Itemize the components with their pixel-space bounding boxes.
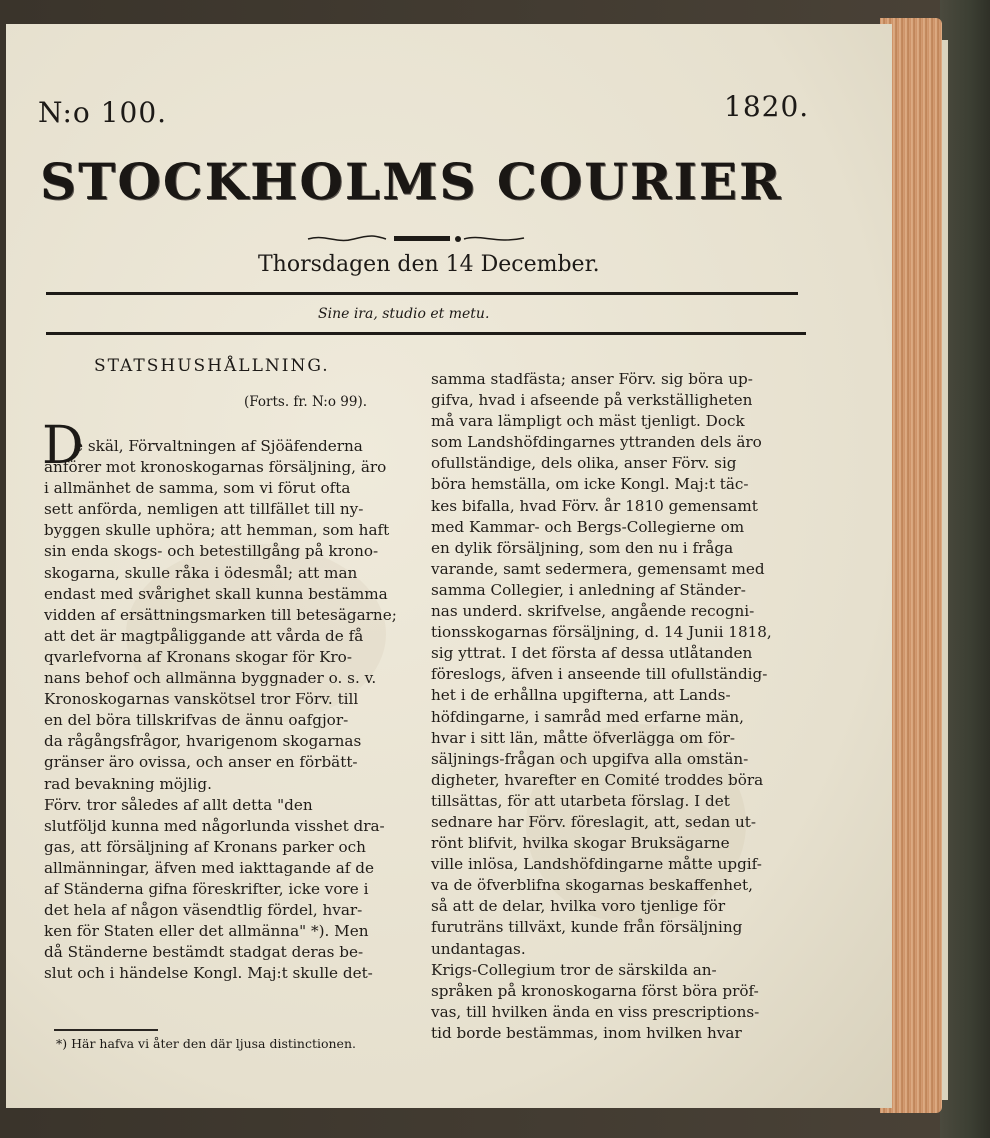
text-line: ville inlösa, Landshöfdingarne måtte upgif- [431, 855, 762, 874]
text-line: sett anförda, nemligen att tillfället till ny- [44, 500, 364, 519]
text-line: gas, att försäljning af Kronans parker och [44, 837, 366, 856]
text-line: att det är magtpåliggande att vårda de få [44, 626, 364, 645]
text-line: het i de erhållna upgifterna, att Lands- [431, 686, 731, 705]
text-line: va de öfverblifna skogarnas beskaffenhet, [431, 876, 753, 895]
text-line: samma Collegier, i anledning af Ständer- [431, 580, 746, 599]
text-line: vidden af ersättningsmarken till betesägarne; [44, 605, 397, 624]
article-column-right [431, 369, 817, 1044]
text-line: endast med svårighet skall kunna bestämma [44, 584, 388, 603]
text-line: slutföljd kunna med någorlunda visshet dra- [44, 816, 385, 835]
text-line: en dylik försäljning, som den nu i fråga [431, 538, 734, 557]
text-line: allmänningar, äfven med iakttagande af de [44, 858, 374, 877]
text-line: rönt blifvit, hvilka skogar Bruksägarne [431, 834, 730, 853]
text-line: gifva, hvad i afseende på verkställigheten [431, 391, 753, 410]
text-line: digheter, hvarefter en Comité troddes böra [431, 770, 764, 789]
masthead-title: STOCKHOLMS COURIER [40, 152, 783, 211]
text-line: tillsättas, för att utarbeta förslag. I det [431, 791, 730, 810]
drop-cap: D [42, 416, 84, 476]
text-line: Förv. tror således af allt detta "den [44, 795, 313, 814]
text-line: vas, till hvilken ända en viss prescriptions- [431, 1002, 760, 1021]
text-line: tionsskogarnas försäljning, d. 14 Junii 1818, [431, 623, 772, 642]
footnote-rule [54, 1029, 158, 1031]
text-line: en del böra tillskrifvas de ännu oafgjor- [44, 711, 349, 730]
text-line: tid borde bestämmas, inom hvilken hvar [431, 1023, 742, 1042]
text-line: språken på kronoskogarna först böra pröf- [431, 981, 759, 1000]
text-line: varande, samt sedermera, gemensamt med [431, 559, 765, 578]
text-line: undantagas. [431, 939, 526, 958]
text-line: qvarlefvorna af Kronans skogar för Kro- [44, 647, 352, 666]
text-line: sednare har Förv. föreslagit, att, sedan ut- [431, 812, 757, 831]
text-line: då Ständerne bestämdt stadgat deras be- [44, 943, 364, 962]
text-line: Kronoskogarnas vanskötsel tror Förv. till [44, 690, 359, 709]
text-line: böra hemställa, om icke Kongl. Maj:t täc- [431, 475, 749, 494]
text-line: Krigs-Collegium tror de särskilda an- [431, 960, 717, 979]
motto: Sine ira, studio et metu. [318, 306, 490, 322]
text-line: gränser äro ovissa, och anser en förbätt- [44, 753, 358, 772]
article-column-left [44, 436, 420, 984]
issue-year: 1820. [724, 90, 810, 123]
text-line: som Landshöfdingarnes yttranden dels äro [431, 433, 762, 452]
text-line: rad bevakning möjlig. [44, 774, 212, 793]
text-line: byggen skulle uphöra; att hemman, som haft [44, 521, 390, 540]
text-line: kes bifalla, hvad Förv. år 1810 gemensamt [431, 496, 758, 515]
issue-number: N:o 100. [38, 96, 168, 129]
text-line: furuträns tillväxt, kunde från försäljning [431, 918, 743, 937]
text-line: må vara lämpligt och mäst tjenligt. Dock [431, 412, 745, 431]
text-line: e skäl, Förvaltningen af Sjöäfenderna [74, 437, 363, 455]
text-line: ken för Staten eller det allmänna" *). Men [44, 922, 369, 941]
text-line: slut och i händelse Kongl. Maj:t skulle det- [44, 964, 373, 983]
footnote: *) Här hafva vi åter den där ljusa distinctionen. [56, 1036, 356, 1051]
text-line: i allmänhet de samma, som vi förut ofta [44, 479, 351, 498]
header-rule [46, 332, 806, 335]
text-line: säljnings-frågan och upgifva alla omstän- [431, 749, 749, 768]
continuation-note: (Forts. fr. N:o 99). [244, 394, 367, 410]
text-line: med Kammar- och Bergs-Collegierne om [431, 517, 745, 536]
ornament-divider [306, 232, 526, 246]
text-line: anförer mot kronoskogarnas försäljning, äro [44, 458, 387, 477]
text-line: så att de delar, hvilka voro tjenlige för [431, 897, 726, 916]
text-line: nans behof och allmänna byggnader o. s. v. [44, 669, 377, 688]
text-line: ofullständige, dels olika, anser Förv. sig [431, 454, 737, 473]
text-line: nas underd. skrifvelse, angående recogni- [431, 602, 755, 621]
text-line: hvar i sitt län, måtte öfverlägga om för- [431, 728, 736, 747]
section-title: STATSHUSHÅLLNING. [94, 356, 330, 376]
text-line: da rågångsfrågor, hvarigenom skogarnas [44, 732, 362, 751]
newspaper-page [6, 24, 892, 1108]
text-line: af Ständerna gifna föreskrifter, icke vore i [44, 879, 369, 898]
text-line: samma stadfästa; anser Förv. sig böra up- [431, 370, 753, 388]
text-line: sin enda skogs- och betestillgång på krono- [44, 542, 379, 561]
dateline: Thorsdagen den 14 December. [258, 252, 600, 277]
text-line: skogarna, skulle råka i ödesmål; att man [44, 563, 358, 582]
text-line: sig yttrat. I det första af dessa utlåtanden [431, 644, 753, 663]
header-rule [46, 292, 798, 295]
text-line: höfdingarne, i samråd med erfarne män, [431, 707, 744, 726]
text-line: föreslogs, äfven i anseende till ofullständig- [431, 665, 768, 684]
text-line: det hela af någon väsendtlig fördel, hvar- [44, 901, 363, 920]
